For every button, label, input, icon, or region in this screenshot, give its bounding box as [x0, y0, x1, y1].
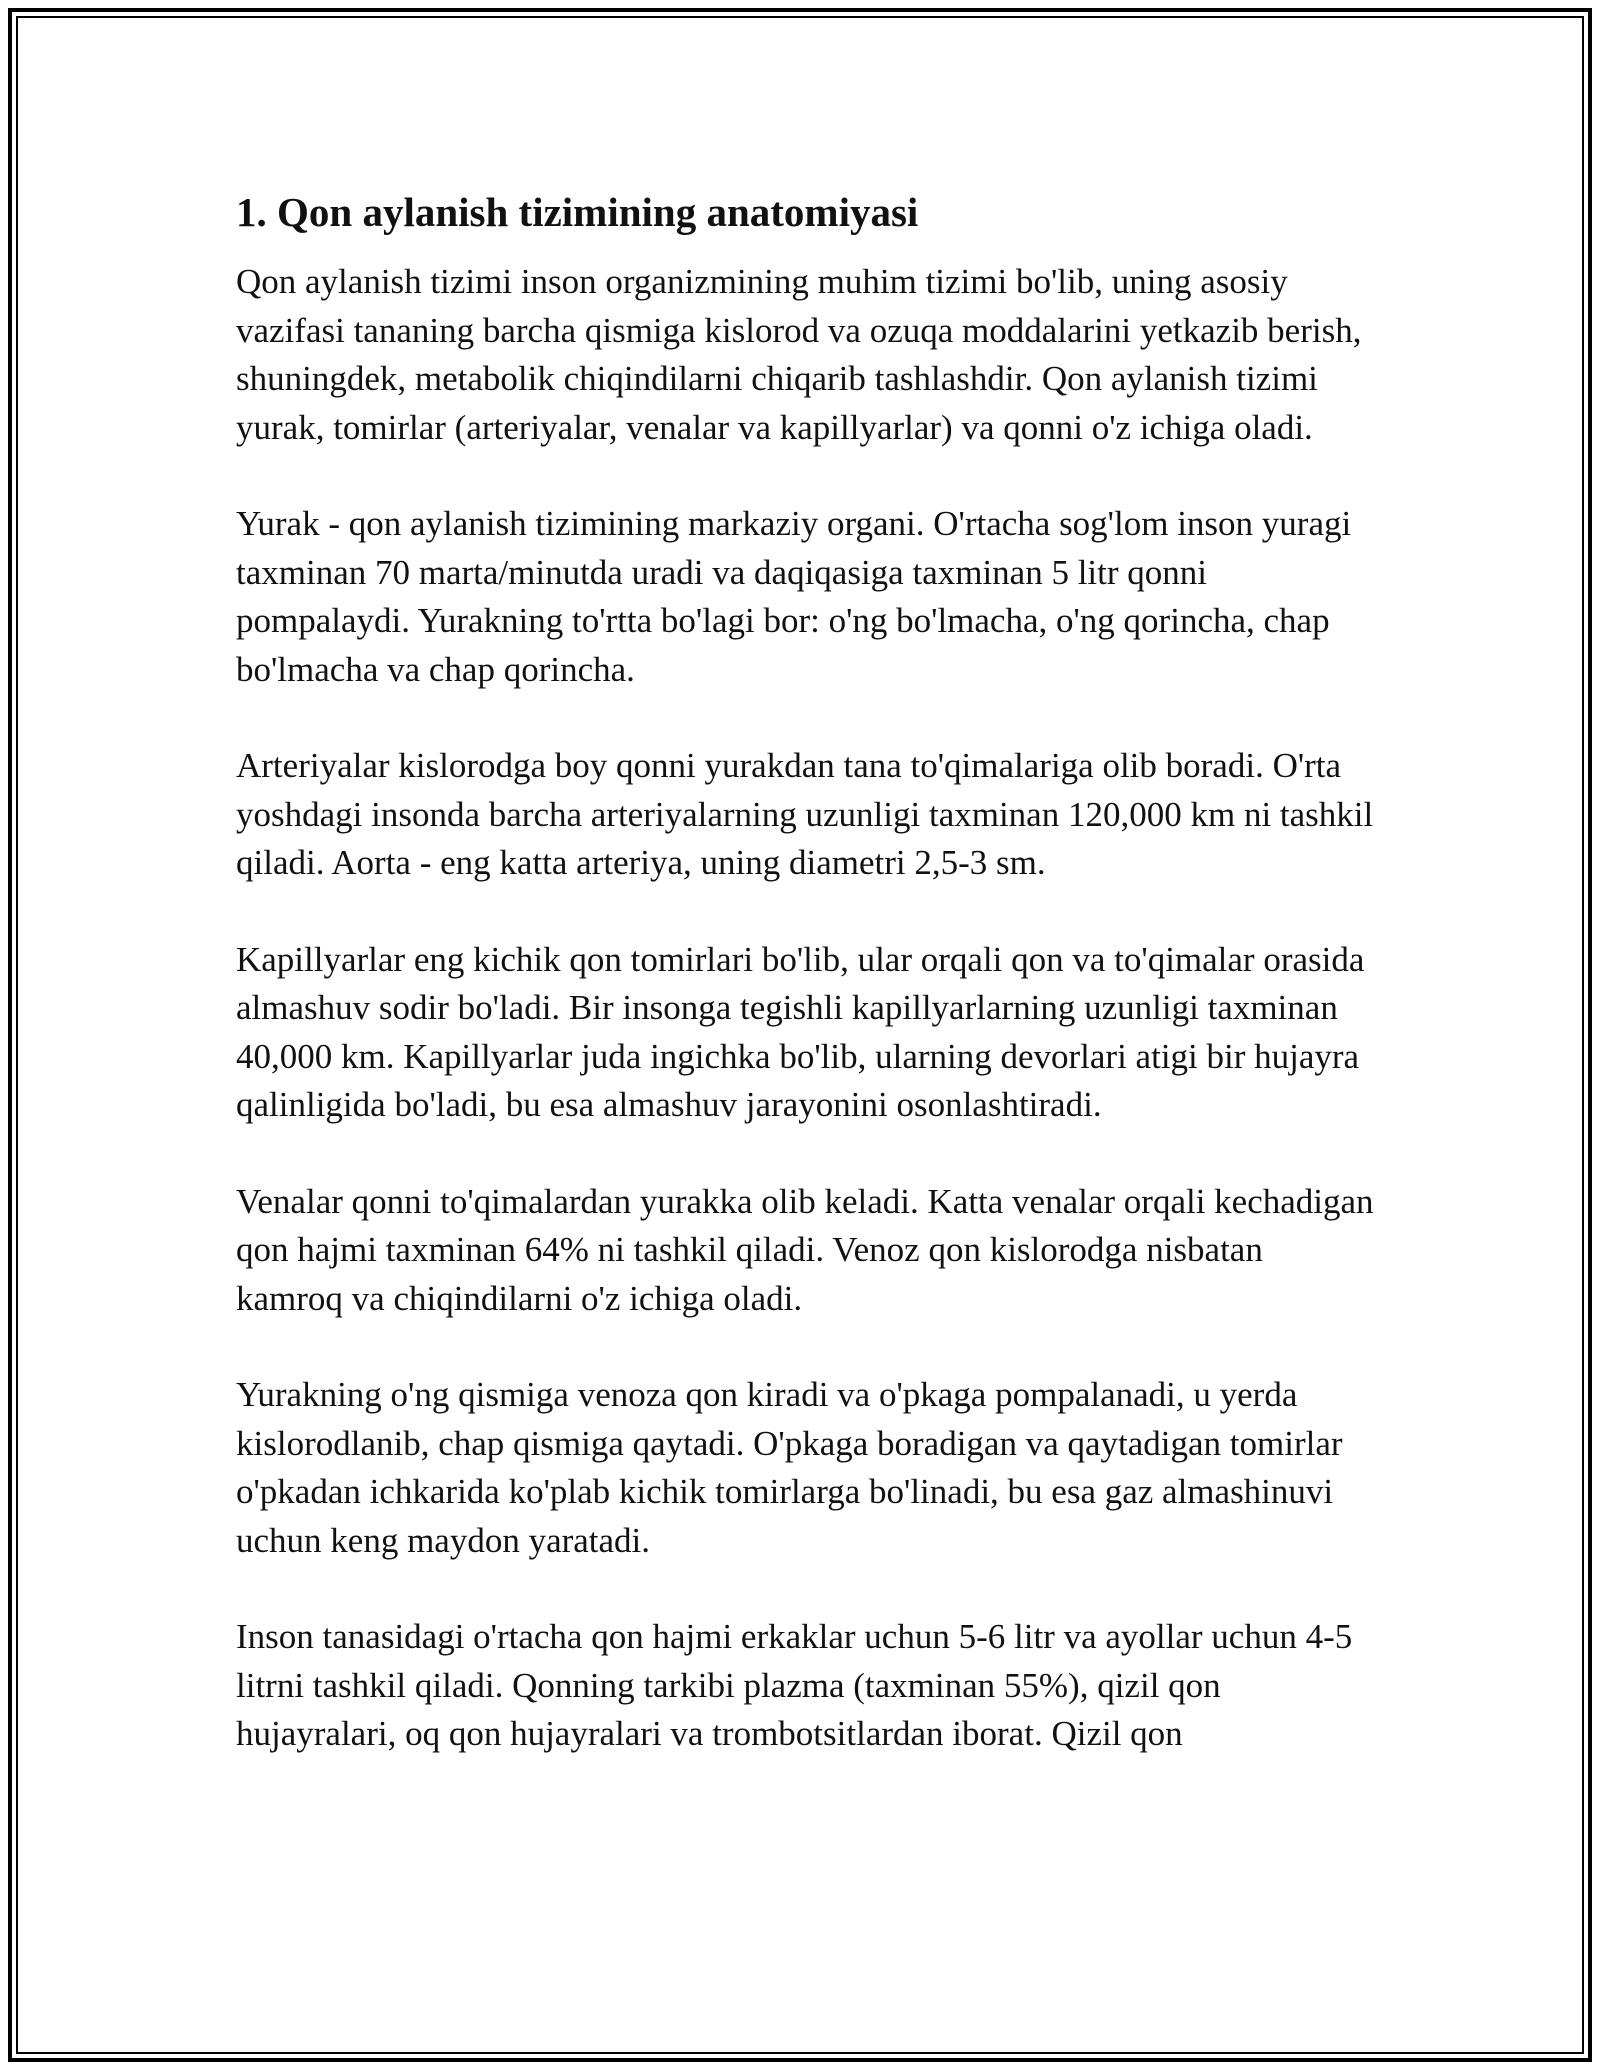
document-body: [236, 186, 1376, 1807]
paragraph-pulmonary-circulation: Yurakning o'ng qismiga venoza qon kiradi va o'pkaga pompalanadi, u yerda kislorodlanib, chap qismiga qaytadi. O'pkaga boradigan va qaytadigan tomirlar o'pkadan ichkarida ko'plab kichik tomirlarga bo'linadi, bu esa gaz almashinuvi uchun keng maydon yaratadi.: [236, 1375, 1343, 1560]
paragraph-capillaries: Kapillyarlar eng kichik qon tomirlari bo'lib, ular orqali qon va to'qimalar orasida almashuv sodir bo'ladi. Bir insonga tegishli kapillyarlarning uzunligi taxminan 40,000 km. Kapillyarlar juda ingichka bo'lib, ularning devorlari atigi bir hujayra qalinligida bo'ladi, bu esa almashuv jarayonini osonlashtiradi.: [236, 939, 1365, 1124]
paragraph-heart: Yurak - qon aylanish tizimining markaziy organi. O'rtacha sog'lom inson yuragi taxminan 70 marta/minutda uradi va daqiqasiga taxminan 5 litr qonni pompalaydi. Yurakning to'rtta bo'lagi bor: o'ng bo'lmacha, o'ng qorincha, chap bo'lmacha va chap qorincha.: [236, 504, 1352, 689]
paragraph-circulatory-overview: Qon aylanish tizimi inson organizmining muhim tizimi bo'lib, uning asosiy vazifasi tananing barcha qismiga kislorod va ozuqa moddalarini yetkazib berish, shuningdek, metabolik chiqindilarni chiqarib tashlashdir. Qon aylanish tizimi yurak, tomirlar (arteriyalar, venalar va kapillyarlar) va qonni o'z ichiga oladi.: [236, 262, 1362, 447]
paragraph-blood-volume: Inson tanasidagi o'rtacha qon hajmi erkaklar uchun 5-6 litr va ayollar uchun 4-5 litrni tashkil qiladi. Qonning tarkibi plazma (taxminan 55%), qizil qon hujayralari, oq qon hujayralari va trombotsitlardan iborat. Qizil qon: [236, 1617, 1353, 1753]
paragraph-arteries: Arteriyalar kislorodga boy qonni yurakdan tana to'qimalariga olib boradi. O'rta yoshdagi insonda barcha arteriyalarning uzunligi taxminan 120,000 km ni tashkil qiladi. Aorta - eng katta arteriya, uning diametri 2,5-3 sm.: [236, 746, 1374, 882]
paragraph-veins: Venalar qonni to'qimalardan yurakka olib keladi. Katta venalar orqali kechadigan qon hajmi taxminan 64% ni tashkil qiladi. Venoz qon kislorodga nisbatan kamroq va chiqindilarni o'z ichiga oladi.: [236, 1181, 1374, 1318]
section-title: 1. Qon aylanish tizimining anatomiyasi: [236, 189, 919, 235]
